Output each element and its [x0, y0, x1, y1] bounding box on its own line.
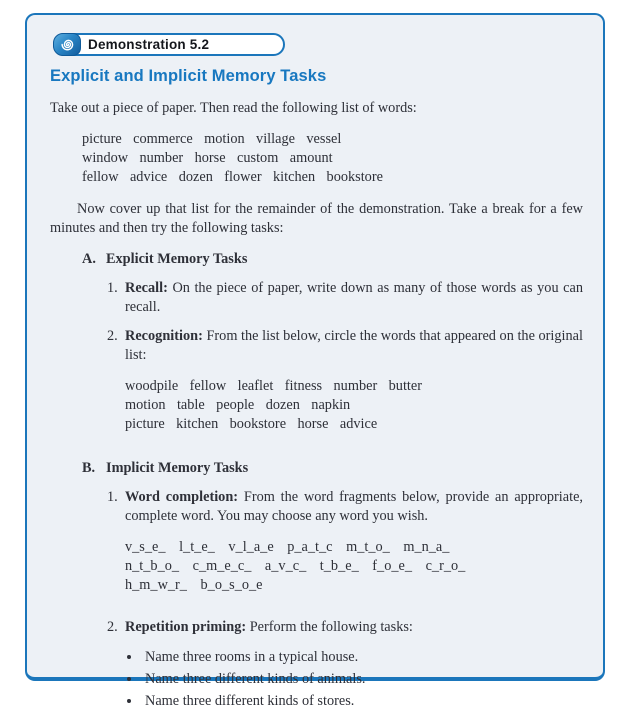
task-item-word-completion [107, 488, 583, 608]
recognition-word-row: motion table people dozen napkin [125, 397, 351, 413]
item-text: From the word fragments below, provide an appropriate, complete word. You may choose any word you wish. [125, 489, 584, 524]
study-word-row: window number horse custom amount [82, 150, 333, 166]
section-label: B. [82, 460, 96, 476]
item-body [125, 327, 583, 447]
item-body [125, 488, 583, 608]
recognition-word-list [125, 377, 583, 434]
section-label: A. [82, 251, 96, 267]
priming-task-list [125, 646, 583, 712]
item-lead: Recognition: [125, 328, 203, 344]
task-item-recognition [107, 327, 583, 447]
section-explicit-memory [50, 250, 583, 447]
fragment-word-row: n_t_b_o_ c_m_e_c_ a_v_c_ t_b_e_ f_o_e_ c_r_o_ [125, 558, 466, 574]
priming-task: • Name three rooms in a typical house. [142, 646, 583, 668]
item-number: 1. [107, 280, 118, 296]
item-text: On the piece of paper, write down as many of those words as you can recall. [125, 280, 584, 315]
study-word-row: fellow advice dozen flower kitchen bookstore [82, 169, 383, 185]
section-heading [82, 250, 583, 269]
task-item-recall [107, 279, 583, 317]
intro-paragraph: Take out a piece of paper. Then read the following list of words: [50, 100, 417, 116]
fragment-word-list [125, 538, 583, 595]
section-title: Explicit Memory Tasks [106, 251, 248, 267]
study-word-row: picture commerce motion village vessel [82, 131, 342, 147]
study-word-list [82, 130, 583, 187]
item-lead: Repetition priming: [125, 619, 247, 635]
demonstration-header-pill [53, 33, 285, 56]
item-lead: Word completion: [125, 489, 239, 505]
item-body [125, 618, 583, 712]
demonstration-label: Demonstration 5.2 [88, 37, 210, 52]
recognition-word-row: picture kitchen bookstore horse advice [125, 416, 378, 432]
item-body [125, 279, 583, 317]
priming-task: • Name three different kinds of animals. [142, 668, 583, 690]
section-implicit-memory [50, 459, 583, 712]
instructions-paragraph: Now cover up that list for the remainder of the demonstration. Take a break for a few minutes and then try the following tasks: [50, 201, 583, 236]
page-title: Explicit and Implicit Memory Tasks [50, 67, 327, 85]
item-text: From the list below, circle the words that appeared on the original list: [125, 328, 583, 363]
task-item-repetition-priming [107, 618, 583, 712]
item-text: Perform the following tasks: [249, 619, 413, 635]
spiral-icon [53, 33, 81, 56]
section-heading [82, 459, 583, 478]
item-number: 2. [107, 619, 118, 635]
priming-task: • Name three different kinds of stores. [142, 690, 583, 712]
recognition-word-row: woodpile fellow leaflet fitness number butter [125, 378, 422, 394]
item-number: 2. [107, 328, 118, 344]
item-number: 1. [107, 489, 118, 505]
item-lead: Recall: [125, 280, 168, 296]
demonstration-box [25, 13, 605, 709]
fragment-word-row: h_m_w_r_ b_o_s_o_e [125, 577, 263, 593]
section-title: Implicit Memory Tasks [106, 460, 249, 476]
fragment-word-row: v_s_e_ l_t_e_ v_l_a_e p_a_t_c m_t_o_ m_n_a_ [125, 539, 450, 555]
